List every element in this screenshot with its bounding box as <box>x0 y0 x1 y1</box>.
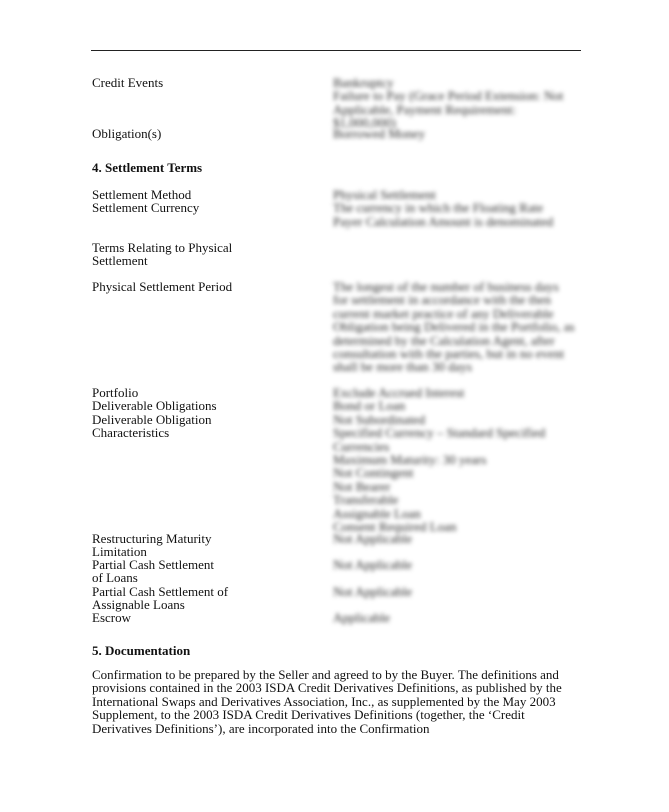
value-line: Bond or Loan <box>333 398 406 414</box>
label-line: Partial Cash Settlement of <box>92 584 229 599</box>
label-line: Settlement Currency <box>92 200 200 216</box>
section-heading-documentation: 5. Documentation <box>92 643 191 658</box>
label-line: Limitation <box>92 544 147 560</box>
label-line: Terms Relating to Physical <box>92 240 233 255</box>
value-line: Not Bearer <box>333 478 391 494</box>
label-line: Assignable Loans <box>92 597 185 613</box>
value-settlement-method-currency <box>333 188 583 228</box>
value-line: Exclude Accrued Interest <box>333 385 465 400</box>
value-partial-cash-assignable <box>333 585 583 598</box>
label-line: Physical Settlement Period <box>92 279 233 294</box>
label-line: Escrow <box>92 610 131 625</box>
documentation-paragraph <box>92 668 582 735</box>
value-line: consultation with the parties, but in no event <box>333 346 565 362</box>
label-line: Settlement Method <box>92 187 192 202</box>
value-line: Maximum Maturity: 30 years <box>333 452 487 468</box>
value-line: Physical Settlement <box>333 187 436 202</box>
paragraph-line: International Swaps and Derivatives Association, Inc., as supplemented by the May 2003 <box>92 693 556 709</box>
value-line: for settlement in accordance with the then <box>333 292 552 308</box>
label-line: Obligation(s) <box>92 126 162 141</box>
value-obligations <box>333 127 583 140</box>
paragraph-line: provisions contained in the 2003 ISDA Credit Derivatives Definitions, as published by the <box>92 680 562 696</box>
label-line: Partial Cash Settlement <box>92 557 215 572</box>
value-line: determined by the Calculation Agent, after <box>333 332 555 348</box>
value-line: Consent Required Loan <box>333 519 457 535</box>
value-line: $1,000,000) <box>333 115 396 131</box>
label-portfolio-deliverables <box>92 386 282 440</box>
label-partial-cash-loans <box>92 558 282 585</box>
value-line: Applicable, Payment Requirement: <box>333 101 517 117</box>
value-line: The currency in which the Floating Rate <box>333 200 544 216</box>
value-line: The longest of the number of business days <box>333 279 559 294</box>
section-heading-settlement-terms: 4. Settlement Terms <box>92 160 203 175</box>
label-line: of Loans <box>92 570 138 586</box>
value-line: Transferable <box>333 492 399 508</box>
value-line: Not Applicable <box>333 557 413 572</box>
label-restructuring-maturity <box>92 532 282 559</box>
label-line: Settlement <box>92 253 148 269</box>
label-line: Restructuring Maturity <box>92 531 212 546</box>
value-line: Borrowed Money <box>333 126 426 141</box>
value-partial-cash-loans <box>333 558 583 571</box>
paragraph-line: Supplement, to the 2003 ISDA Credit Derivatives Definitions (together, the ‘Credit <box>92 707 525 723</box>
label-line: Characteristics <box>92 425 170 441</box>
value-line: Bankruptcy <box>333 75 394 90</box>
header-rule <box>91 50 581 51</box>
label-obligations <box>92 127 282 140</box>
value-line: Not Contingent <box>333 465 414 481</box>
label-partial-cash-assignable <box>92 585 282 612</box>
label-line: Deliverable Obligation <box>92 411 212 427</box>
value-portfolio-deliverables <box>333 386 583 533</box>
label-credit-events <box>92 76 282 89</box>
value-line: Assignable Loan <box>333 505 421 521</box>
label-settlement-method-currency <box>92 188 282 215</box>
value-line: Not Subordinated <box>333 411 426 427</box>
label-escrow <box>92 611 282 624</box>
value-line: Not Applicable <box>333 584 413 599</box>
value-line: Failure to Pay (Grace Period Extension: Not <box>333 88 564 104</box>
paragraph-line: Derivatives Definitions’), are incorporated into the Confirmation <box>92 720 430 736</box>
value-line: shall be more than 30 days <box>333 359 472 375</box>
value-line: Applicable <box>333 610 391 625</box>
value-physical-settlement-period <box>333 280 583 374</box>
value-line: Specified Currency – Standard Specified <box>333 425 546 441</box>
value-credit-events <box>333 76 583 130</box>
value-restructuring-maturity <box>333 532 583 545</box>
value-escrow <box>333 611 583 624</box>
value-line: Obligation being Delivered in the Portfolio, as <box>333 319 575 335</box>
label-physical-settlement-period <box>92 280 282 293</box>
label-line: Credit Events <box>92 75 164 90</box>
value-line: Payer Calculation Amount is denominated <box>333 213 554 229</box>
value-line: Not Applicable <box>333 531 413 546</box>
value-line: current market practice of any Deliverable <box>333 305 554 321</box>
label-line: Deliverable Obligations <box>92 398 217 414</box>
paragraph-line: Confirmation to be prepared by the Seller and agreed to by the Buyer. The definitions and <box>92 667 559 682</box>
label-terms-physical-settlement <box>92 241 282 268</box>
label-line: Portfolio <box>92 385 139 400</box>
value-line: Currencies <box>333 438 390 454</box>
